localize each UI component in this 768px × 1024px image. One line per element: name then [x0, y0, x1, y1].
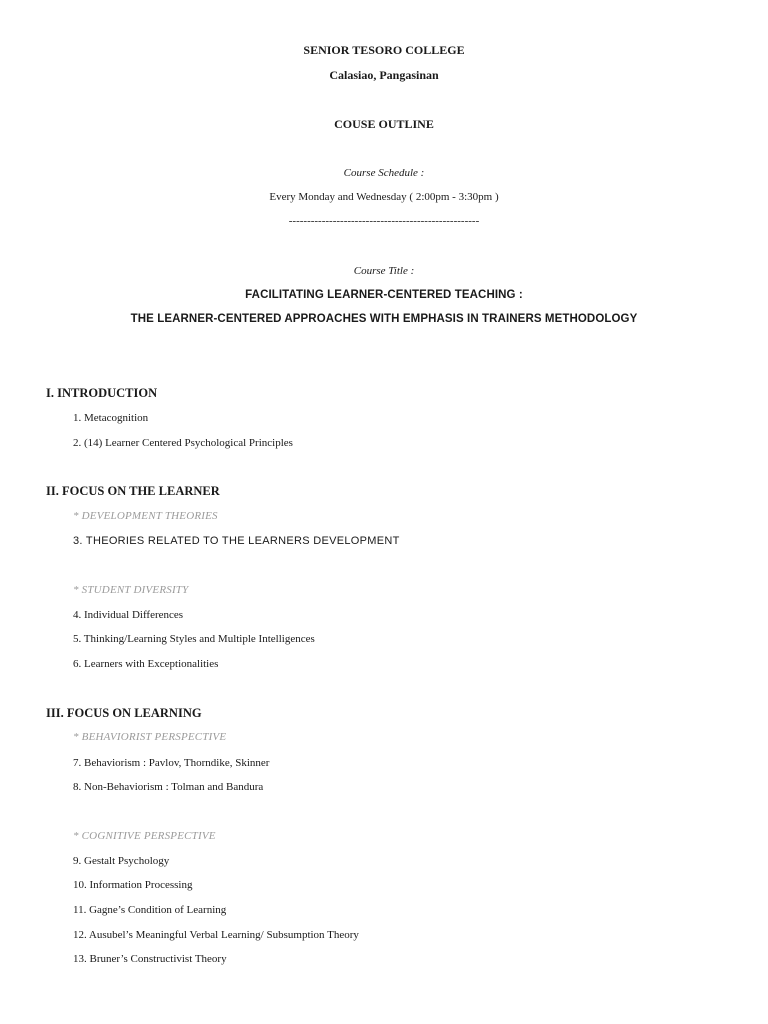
- outline-item: 10. Information Processing: [73, 879, 193, 891]
- course-title-label: Course Title :: [353, 265, 415, 277]
- subsection-label: * DEVELOPMENT THEORIES: [73, 510, 218, 522]
- college-location: Calasiao, Pangasinan: [329, 68, 439, 82]
- course-title-line-1: FACILITATING LEARNER-CENTERED TEACHING :: [245, 289, 523, 301]
- subsection-label: * COGNITIVE PERSPECTIVE: [73, 830, 216, 842]
- outline-item: 12. Ausubel’s Meaningful Verbal Learning/ Subsumption Theory: [73, 929, 359, 941]
- outline-item: 2. (14) Learner Centered Psychological Principles: [73, 437, 293, 449]
- outline-item: 3. THEORIES RELATED TO THE LEARNERS DEVELOPMENT: [73, 535, 400, 547]
- outline-item: 9. Gestalt Psychology: [73, 855, 170, 867]
- college-name: SENIOR TESORO COLLEGE: [303, 43, 465, 57]
- section-heading-focus-learning: III. FOCUS ON LEARNING: [46, 706, 202, 720]
- course-title-line-2: THE LEARNER-CENTERED APPROACHES WITH EMPHASIS IN TRAINERS METHODOLOGY: [130, 313, 638, 325]
- schedule-value: Every Monday and Wednesday ( 2:00pm - 3:30pm ): [269, 191, 499, 203]
- outline-item: 1. Metacognition: [73, 412, 149, 424]
- subsection-label: * BEHAVIORIST PERSPECTIVE: [73, 731, 227, 743]
- outline-item: 13. Bruner’s Constructivist Theory: [73, 953, 227, 965]
- outline-item: 6. Learners with Exceptionalities: [73, 658, 219, 670]
- section-heading-introduction: I. INTRODUCTION: [46, 386, 158, 400]
- subsection-label: * STUDENT DIVERSITY: [73, 584, 189, 596]
- outline-item: 4. Individual Differences: [73, 609, 184, 621]
- outline-item: 8. Non-Behaviorism : Tolman and Bandura: [73, 781, 264, 793]
- section-heading-focus-learner: II. FOCUS ON THE LEARNER: [46, 484, 220, 498]
- outline-item: 5. Thinking/Learning Styles and Multiple Intelligences: [73, 633, 315, 645]
- outline-item: 7. Behaviorism : Pavlov, Thorndike, Skinner: [73, 757, 270, 769]
- document-title: COUSE OUTLINE: [334, 117, 434, 131]
- divider-line: ----------------------------------------------------: [288, 215, 480, 227]
- schedule-label: Course Schedule :: [343, 167, 425, 179]
- outline-item: 11. Gagne’s Condition of Learning: [73, 904, 227, 916]
